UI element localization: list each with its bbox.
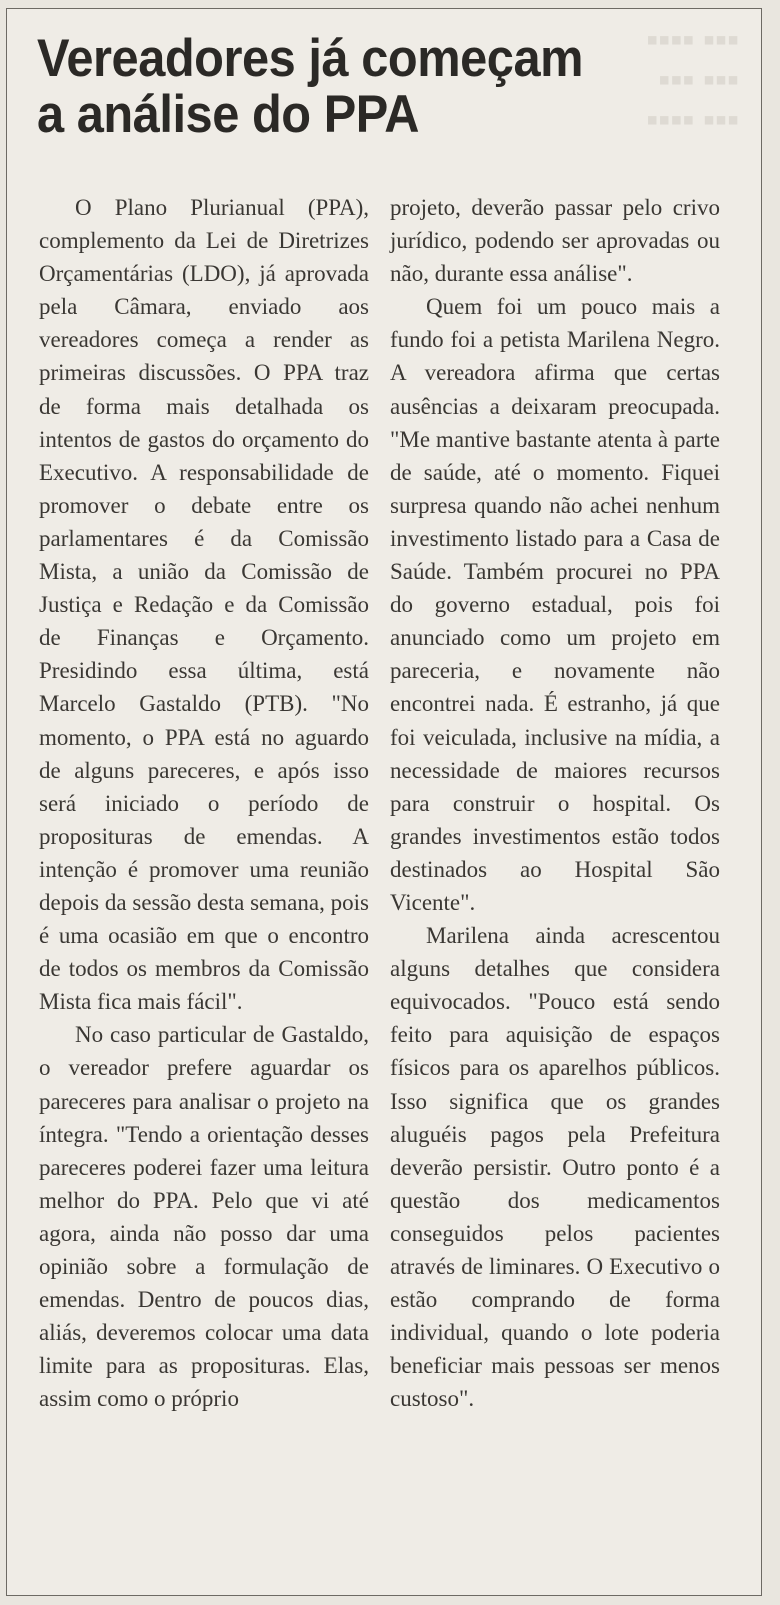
article-column-right	[390, 191, 720, 1415]
paragraph: Quem foi um pouco mais a fundo foi a petista Marilena Negro. A vereadora afirma que certas ausências a deixaram preocupada. "Me mantive bastante atenta à parte de saúde, até o momento. Fiquei surpresa quando não achei nenhum investimento listado para a Casa de Saúde. Também procurei no PPA do governo estadual, pois foi anunciado como um projeto em pareceria, e novamente não encontrei nada. É estranho, já que foi veiculada, inclusive na mídia, a necessidade de maiores recursos para construir o hospital. Os grandes investimentos estão todos destinados ao Hospital São Vicente".	[390, 294, 720, 915]
paragraph: O Plano Plurianual (PPA), complemento da Lei de Diretrizes Orçamentárias (LDO), já aprovada pela Câmara, enviado aos vereadores começa a render as primeiras discussões. O PPA traz de forma mais detalhada os intentos de gastos do orçamento do Executivo. A responsabilidade de promover o debate entre os parlamentares é da Comissão Mista, a união da Comissão de Justiça e Redação e da Comissão de Finanças e Orçamento. Presidindo essa última, está Marcelo Gastaldo (PTB). "No momento, o PPA está no aguardo de alguns pareceres, e após isso será iniciado o período de proposituras de emendas. A intenção é promover uma reunião depois da sessão desta semana, pois é uma ocasião em que o encontro de todos os membros da Comissão Mista fica mais fácil".	[39, 195, 369, 1015]
article-column-left	[39, 191, 369, 1415]
paragraph-continuation: projeto, deverão passar pelo crivo jurídico, podendo ser aprovadas ou não, durante essa análise".	[390, 195, 720, 287]
article-headline: Vereadores já começam a análise do PPA	[37, 29, 584, 144]
newspaper-clipping	[6, 8, 762, 1596]
paragraph: Marilena ainda acrescentou alguns detalhes que considera equivocados. "Pouco está sendo feito para aquisição de espaços físicos para os aparelhos públicos. Isso significa que os grandes aluguéis pagos pela Prefeitura deverão persistir. Outro ponto é a questão dos medicamentos conseguidos pelos pacientes através de liminares. O Executivo o estão comprando de forma individual, quando o lote poderia beneficiar mais pessoas ser menos custoso".	[390, 923, 720, 1412]
paragraph: No caso particular de Gastaldo, o vereador prefere aguardar os pareceres para analisar o projeto na íntegra. "Tendo a orientação desses pareceres poderei fazer uma leitura melhor do PPA. Pelo que vi até agora, ainda não posso dar uma opinião sobre a formulação de emendas. Dentro de poucos dias, aliás, deveremos colocar uma data limite para as proposituras. Elas, assim como o próprio	[39, 1022, 369, 1412]
bleed-through-texture: ▪▪▪▪ ▪▪▪ ▪▪▪ ▪▪▪ ▪▪▪▪ ▪▪▪	[646, 22, 739, 139]
